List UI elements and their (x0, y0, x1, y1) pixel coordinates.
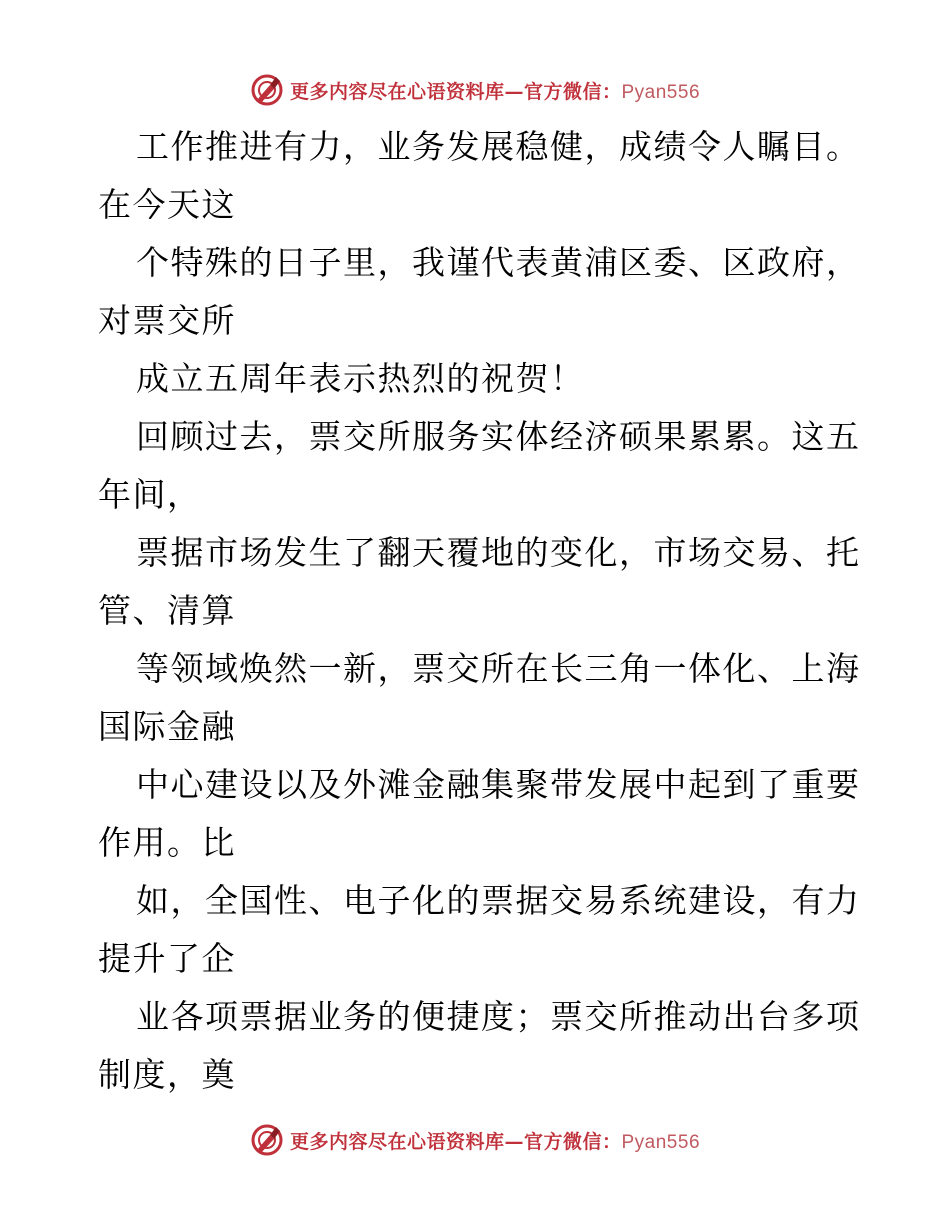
header-banner (0, 70, 950, 110)
body-text-line: 等领域焕然一新，票交所在长三角一体化、上海 (136, 649, 861, 688)
pen-logo-icon (250, 1123, 284, 1157)
footer-banner-inner (250, 1123, 700, 1157)
footer-banner (0, 1120, 950, 1160)
body-text-line: 对票交所 (98, 301, 236, 340)
header-banner-inner (250, 73, 700, 107)
body-text-line: 国际金融 (98, 707, 236, 746)
body-text-line: 票据市场发生了翻天覆地的变化，市场交易、托 (136, 533, 861, 572)
body-text-line: 提升了企 (98, 939, 236, 978)
pen-logo-icon (250, 73, 284, 107)
document-body (98, 118, 861, 1104)
body-text-line: 作用。比 (98, 823, 236, 862)
body-text-line: 制度，奠 (98, 1055, 236, 1094)
header-contact-id: Pyan556 (621, 81, 701, 103)
body-text-line: 回顾过去，票交所服务实体经济硕果累累。这五 (136, 417, 861, 456)
body-text-line: 成立五周年表示热烈的祝贺！ (136, 359, 585, 398)
body-text-line: 工作推进有力，业务发展稳健，成绩令人瞩目。 (136, 127, 861, 166)
body-text-line: 个特殊的日子里，我谨代表黄浦区委、区政府， (136, 243, 861, 282)
body-text-line: 管、清算 (98, 591, 236, 630)
footer-contact-id: Pyan556 (621, 1131, 701, 1153)
header-banner-text: 更多内容尽在心语资料库—官方微信：Pyan556 (289, 80, 701, 103)
body-text-line: 业各项票据业务的便捷度；票交所推动出台多项 (136, 997, 861, 1036)
body-text-line: 在今天这 (98, 185, 236, 224)
body-text-line: 年间， (98, 475, 202, 514)
body-text-line: 中心建设以及外滩金融集聚带发展中起到了重要 (136, 765, 861, 804)
footer-banner-text: 更多内容尽在心语资料库—官方微信：Pyan556 (289, 1130, 701, 1153)
body-text-line: 如，全国性、电子化的票据交易系统建设，有力 (136, 881, 861, 920)
